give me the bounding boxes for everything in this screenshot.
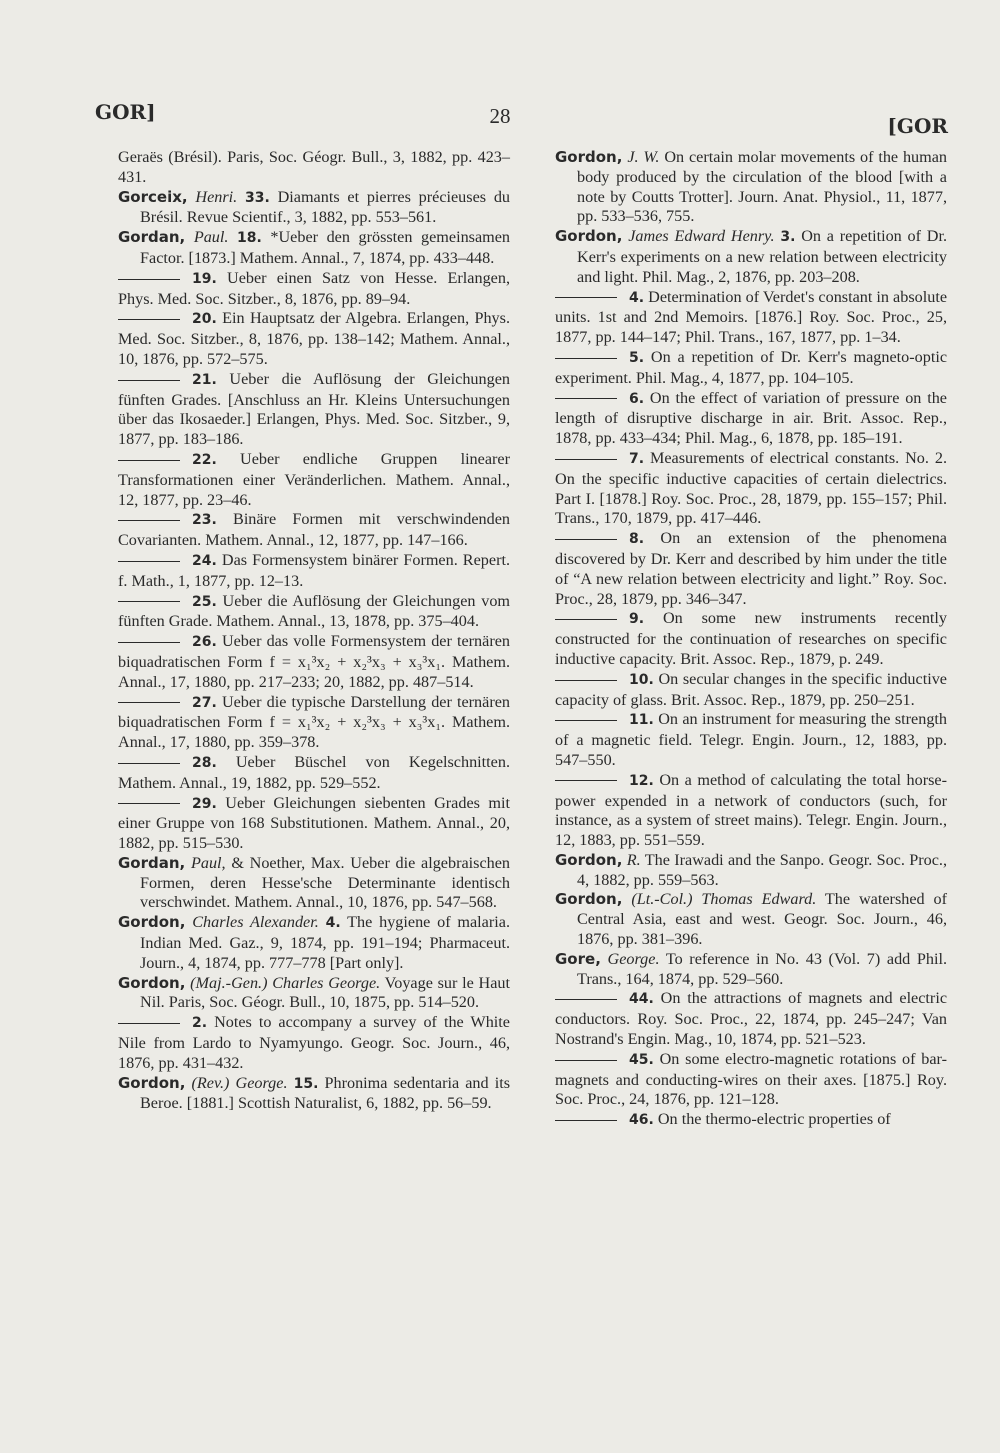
- entry-number: 25.: [192, 593, 217, 610]
- author-given-name: (Rev.) George.: [191, 1073, 288, 1092]
- bib-entry: [555, 389, 947, 449]
- entry-text: On a repetition of Dr. Kerr's magneto-optic experiment. Phil. Mag., 4, 1877, pp. 104–105.: [555, 347, 948, 387]
- ditto-dash: [118, 380, 180, 381]
- entry-number: 21.: [192, 371, 217, 388]
- bib-entry: [118, 592, 510, 633]
- bib-entry: [118, 450, 510, 510]
- bib-entry: [118, 1074, 510, 1115]
- entry-text: Voyage sur le Haut Nil. Paris, Soc. Géogr. Bull., 10, 1875, pp. 514–520.: [140, 973, 511, 1012]
- author-given-name: George.: [607, 949, 660, 968]
- entry-number: 6.: [629, 390, 645, 407]
- bib-entry: [555, 989, 947, 1049]
- bib-entry: [118, 632, 510, 692]
- author-surname: Gordon,: [118, 913, 186, 932]
- bib-entry: [555, 529, 947, 609]
- ditto-dash: [118, 520, 180, 521]
- bib-entry: [555, 710, 947, 770]
- entry-number: 46.: [629, 1112, 654, 1129]
- author-given-name: James Edward Henry.: [628, 227, 775, 246]
- entry-text: On a repetition of Dr. Kerr's experiments on a new relation between electricity and light. Phil. Mag., 2, 1876, pp. 203–208.: [577, 227, 948, 286]
- ditto-dash: [555, 720, 617, 721]
- ditto-dash: [555, 297, 617, 298]
- author-given-name: Paul,: [190, 853, 226, 872]
- bib-entry: [555, 227, 947, 287]
- entry-text: On some new instruments recently constructed for the continuation of researches on specific inductive capacity. Brit. Assoc. Rep., 1879, p. 249.: [555, 609, 948, 668]
- bib-entry: [555, 449, 947, 529]
- ditto-dash: [118, 642, 180, 643]
- author-surname: Gore,: [555, 949, 601, 968]
- author-surname: Gordon,: [555, 890, 623, 909]
- entry-number: 9.: [629, 611, 645, 628]
- entry-number: 29.: [192, 795, 217, 812]
- author-surname: Gordon,: [555, 850, 623, 869]
- bib-entry: [555, 1050, 947, 1110]
- bib-entry: [555, 950, 947, 990]
- entry-number: 5.: [629, 349, 645, 366]
- entry-number: 11.: [629, 712, 654, 729]
- entry-text: Ueber die typische Darstellung der ternären biquadratischen Form f = x₁³x₂ + x₂³x₃ + x₃³x₁. Mathem. Annal., 17, 1880, pp. 359–378.: [118, 692, 511, 752]
- entry-text: *Ueber den grössten gemeinsamen Factor. [1873.] Mathem. Annal., 7, 1874, pp. 433–448.: [140, 228, 511, 267]
- ditto-dash: [555, 1060, 617, 1061]
- entry-text: On a method of calculating the total horse-power expended in a network of conductors (such, for instance, as a system of street mains). Telegr. Engin. Journ., 12, 1883, pp. 551–559.: [555, 770, 947, 850]
- bib-entry: [555, 288, 947, 348]
- running-head-left: GOR]: [95, 100, 156, 124]
- author-given-name: Paul.: [193, 228, 229, 247]
- bib-entry: [118, 693, 510, 753]
- entry-text: On certain molar movements of the human body produced by the circulation of the blood [with a note by Coutts Trotter]. Journ. Anat. Physiol., 11, 1877, pp. 533–536, 755.: [577, 148, 948, 226]
- ditto-dash: [555, 398, 617, 399]
- ditto-dash: [118, 702, 180, 703]
- running-head-right: [GOR: [887, 114, 948, 138]
- bib-entry: [555, 771, 947, 851]
- ditto-dash: [118, 601, 180, 602]
- entry-text: Geraës (Brésil). Paris, Soc. Géogr. Bull., 3, 1882, pp. 423–431.: [118, 148, 510, 186]
- author-surname: Gordan,: [118, 228, 186, 247]
- bib-entry: [118, 1013, 510, 1073]
- entry-number: 20.: [192, 311, 217, 328]
- entry-number: 26.: [192, 634, 217, 651]
- entry-number: 3.: [780, 229, 796, 246]
- bib-entry: [118, 228, 510, 269]
- entry-number: 4.: [629, 289, 645, 306]
- entry-text: On an extension of the phenomena discovered by Dr. Kerr and described by him under the title of “A new relation between electricity and light.” Roy. Soc. Proc., 28, 1879, pp. 346–347.: [555, 529, 947, 608]
- author-surname: Gordon,: [118, 973, 186, 992]
- ditto-dash: [555, 358, 617, 359]
- author-surname: Gorceix,: [118, 187, 188, 206]
- entry-number: 10.: [629, 671, 654, 688]
- entry-number: 8.: [629, 531, 645, 548]
- ditto-dash: [555, 539, 617, 540]
- entry-text: The watershed of Central Asia, east and west. Geogr. Soc. Journ., 46, 1876, pp. 381–396.: [577, 890, 947, 949]
- ditto-dash: [118, 279, 180, 280]
- bib-entry: [118, 551, 510, 592]
- author-surname: Gordon,: [555, 227, 623, 246]
- bib-entry: [118, 913, 510, 973]
- entry-text: Ein Hauptsatz der Algebra. Erlangen, Phys. Med. Soc. Sitzber., 8, 1876, pp. 138–142; Mathem. Annal., 10, 1876, pp. 572–575.: [118, 309, 510, 368]
- entry-number: 44.: [629, 991, 654, 1008]
- bib-entry: [118, 148, 510, 188]
- ditto-dash: [555, 619, 617, 620]
- bib-entry: [555, 890, 947, 949]
- entry-text: Phronima sedentaria and its Beroe. [1881.] Scottish Naturalist, 6, 1882, pp. 56–59.: [140, 1073, 510, 1113]
- bib-entry: [118, 269, 510, 310]
- entry-text: On the thermo-electric properties of: [657, 1110, 891, 1129]
- author-given-name: (Maj.-Gen.) Charles George.: [190, 973, 381, 992]
- author-surname: Gordon,: [118, 1073, 186, 1092]
- bib-entry: [555, 851, 947, 891]
- entry-text: The Irawadi and the Sanpo. Geogr. Soc. Proc., 4, 1882, pp. 559–563.: [577, 850, 947, 889]
- entry-number: 24.: [192, 552, 217, 569]
- bib-entry: [118, 974, 510, 1014]
- bib-entry: [555, 609, 947, 669]
- ditto-dash: [118, 763, 180, 764]
- entry-text: Ueber einen Satz von Hesse. Erlangen, Phys. Med. Soc. Sitzber., 8, 1876, pp. 89–94.: [118, 268, 511, 308]
- entry-text: Diamants et pierres précieuses du Brésil. Revue Scientif., 3, 1882, pp. 553–561.: [140, 187, 511, 227]
- ditto-dash: [118, 319, 180, 320]
- entry-text: Ueber das volle Formensystem der ternären biquadratischen Form f = x₁³x₂ + x₂³x₃ + x₃³x₁. Mathem. Annal., 17, 1880, pp. 217–233; 20, 1882, pp. 487–514.: [118, 632, 510, 691]
- entry-text: Ueber Gleichungen siebenten Grades mit einer Gruppe von 168 Substitutionen. Mathem. Annal., 20, 1882, pp. 515–530.: [118, 793, 511, 853]
- entry-text: On the effect of variation of pressure on the length of disruptive discharge in air. Brit. Assoc. Rep., 1878, pp. 433–434; Phil. Mag., 6, 1878, pp. 185–191.: [555, 388, 947, 448]
- entry-text: Das Formensystem binärer Formen. Repert. f. Math., 1, 1877, pp. 12–13.: [118, 550, 511, 590]
- ditto-dash: [118, 803, 180, 804]
- entry-number: 2.: [192, 1015, 208, 1032]
- entry-text: Measurements of electrical constants. No. 2. On the specific inductive capacities of certain dielectrics. Part I. [1878.] Roy. Soc. Proc., 28, 1879, pp. 155–157; Phil. Trans., 170, 1879, pp. 417–446.: [555, 448, 948, 528]
- entry-text: On an instrument for measuring the strength of a magnetic field. Telegr. Engin. Journ., 12, 1883, pp. 547–550.: [555, 710, 947, 769]
- entry-text: On the attractions of magnets and electric conductors. Roy. Soc. Proc., 22, 1874, pp. 245–247; Van Nostrand's Engin. Mag., 10, 1874, pp. 521–523.: [555, 989, 948, 1049]
- ditto-dash: [118, 1023, 180, 1024]
- entry-text: On secular changes in the specific inductive capacity of glass. Brit. Assoc. Rep., 1879, pp. 250–251.: [555, 669, 947, 709]
- ditto-dash: [555, 999, 617, 1000]
- author-surname: Gordon,: [555, 148, 623, 166]
- bib-entry: [118, 753, 510, 794]
- entry-number: 28.: [192, 754, 217, 771]
- entry-text: To reference in No. 43 (Vol. 7) add Phil. Trans., 164, 1874, pp. 529–560.: [577, 949, 948, 988]
- entry-number: 23.: [192, 512, 217, 529]
- entry-number: 19.: [192, 270, 217, 287]
- author-surname: Gordan,: [118, 853, 186, 872]
- bib-entry: [555, 670, 947, 711]
- entry-text: On some electro-magnetic rotations of bar-magnets and conducting-wires on their axes. [1875.] Roy. Soc. Proc., 24, 1876, pp. 121–128.: [555, 1049, 948, 1109]
- author-given-name: (Lt.-Col.) Thomas Edward.: [631, 890, 817, 909]
- entry-number: 33.: [244, 189, 270, 206]
- right-column: [555, 148, 947, 1131]
- ditto-dash: [555, 780, 617, 781]
- ditto-dash: [555, 680, 617, 681]
- entry-number: 45.: [629, 1051, 654, 1068]
- ditto-dash: [118, 460, 180, 461]
- entry-text: Ueber die Auflösung der Gleichungen fünften Grades. [Anschluss an Hr. Kleins Untersuchungen über das Ikosaeder.] Erlangen, Phys. Med. Soc. Sitzber., 9, 1877, pp. 183–186.: [118, 369, 510, 449]
- bib-entry: [555, 1110, 947, 1131]
- entry-text: & Noether, Max. Ueber die algebraischen Formen, deren Hesse'sche Determinante identisch verschwindet. Mathem. Annal., 10, 1876, pp. 547–568.: [140, 853, 511, 912]
- ditto-dash: [555, 1120, 617, 1121]
- bib-entry: [118, 794, 510, 854]
- author-given-name: Charles Alexander.: [192, 913, 319, 932]
- author-given-name: J. W.: [627, 148, 660, 166]
- left-column: [118, 148, 510, 1114]
- entry-number: 22.: [192, 451, 217, 468]
- entry-number: 15.: [293, 1075, 319, 1092]
- ditto-dash: [118, 561, 180, 562]
- bib-entry: [118, 854, 510, 913]
- bib-entry: [118, 188, 510, 229]
- entry-number: 7.: [629, 450, 645, 467]
- bib-entry: [555, 348, 947, 389]
- bib-entry: [118, 370, 510, 450]
- author-given-name: Henri.: [195, 187, 238, 206]
- bib-entry: [118, 309, 510, 369]
- entry-text: Ueber Büschel von Kegelschnitten. Mathem. Annal., 19, 1882, pp. 529–552.: [118, 752, 510, 792]
- entry-text: Ueber endliche Gruppen linearer Transformationen einer Veränderlichen. Mathem. Annal., 12, 1877, pp. 23–46.: [118, 449, 510, 509]
- ditto-dash: [555, 459, 617, 460]
- entry-number: 18.: [237, 230, 262, 247]
- page-number: 28: [489, 104, 511, 128]
- entry-text: Ueber die Auflösung der Gleichungen vom fünften Grade. Mathem. Annal., 13, 1878, pp. 375–404.: [118, 591, 511, 631]
- entry-text: Binäre Formen mit verschwindenden Covarianten. Mathem. Annal., 12, 1877, pp. 147–166.: [118, 510, 510, 550]
- entry-text: Determination of Verdet's constant in absolute units. 1st and 2nd Memoirs. [1876.] Roy. Soc. Proc., 25, 1877, pp. 144–147; Phil. Trans., 167, 1877, pp. 1–34.: [555, 287, 948, 347]
- author-given-name: R.: [626, 850, 641, 869]
- entry-number: 27.: [192, 694, 217, 711]
- entry-text: The hygiene of malaria. Indian Med. Gaz., 9, 1874, pp. 191–194; Pharmaceut. Journ., 4, 1874, pp. 777–778 [Part only].: [140, 913, 510, 972]
- bib-entry: [118, 510, 510, 551]
- entry-text: Notes to accompany a survey of the White Nile from Lardo to Nyamyungo. Geogr. Soc. Journ., 46, 1876, pp. 431–432.: [118, 1013, 510, 1072]
- entry-number: 4.: [325, 915, 341, 932]
- bib-entry: [555, 148, 947, 227]
- entry-number: 12.: [629, 772, 654, 789]
